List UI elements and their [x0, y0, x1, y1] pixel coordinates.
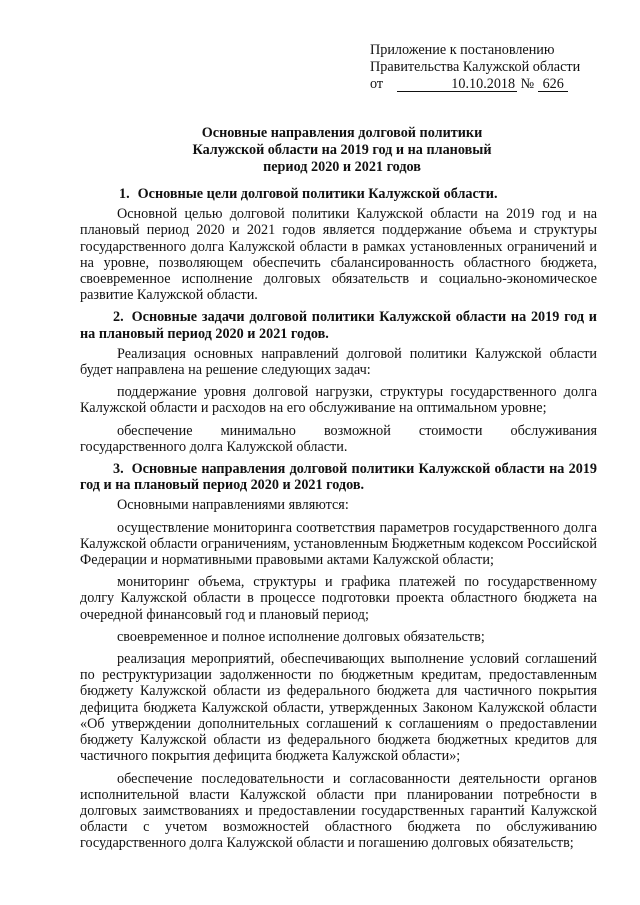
section-1-heading-text: Основные цели долговой политики Калужской области.	[137, 186, 498, 202]
section-3-paragraph-1: Основными направлениями являются:	[117, 497, 349, 514]
section-1-number: 1.	[119, 186, 130, 202]
title-line-2: Калужской области на 2019 год и на плановый	[192, 142, 492, 158]
title-line-1: Основные направления долговой политики	[201, 125, 483, 141]
appendix-block	[370, 42, 620, 93]
section-3-paragraph-6: обеспечение последовательности и согласованности деятельности органов исполнительной власти Калужской области при планировании потребности в долговых заимствованиях и предоставлении государственных гарантий Калужской области с учетом возможностей областного бюджета по обслуживанию государственного долга Калужской области и погашению долговых обязательств;	[80, 770, 597, 852]
section-3-paragraph-4: своевременное и полное исполнение долговых обязательств;	[117, 628, 485, 645]
section-3-paragraph-5: реализация мероприятий, обеспечивающих выполнение условий соглашений по реструктуризации задолженности по бюджетным кредитам, предоставленным бюджету Калужской области из федерального бюджета для частичного покрытия дефицита бюджета Калужской области, утвержденных Законом Калужской области «Об утверждении дополнительных соглашений к соглашениям о предоставлении бюджету Калужской области из федерального бюджета бюджетных кредитов для частичного покрытия дефицита бюджета Калужской области»;	[80, 651, 597, 765]
document-title	[80, 125, 604, 176]
section-3-paragraph-3: мониторинг объема, структуры и графика платежей по государственному долгу Калужской области в процессе подготовки проекта областного бюджета на очередной финансовый год и плановый период;	[80, 574, 597, 623]
section-1-paragraph-1: Основной целью долговой политики Калужской области на 2019 год и на плановый период 2020 и 2021 годов является поддержание объема и структуры государственного долга Калужской области в рамках установленных ограничений и на уровне, позволяющем обеспечить сбалансированность областного бюджета, своевременное исполнение долговых обязательств и социально-экономическое развитие Калужской области.	[80, 206, 597, 304]
section-2-paragraph-2: поддержание уровня долговой нагрузки, структуры государственного долга Калужской области и расходов на его обслуживание на оптимальном уровне;	[80, 384, 597, 417]
section-2-number: 2.	[113, 309, 124, 326]
section-1-heading	[80, 186, 597, 202]
appendix-line-2: Правительства Калужской области	[370, 59, 581, 75]
document-body	[80, 186, 597, 858]
section-2-paragraph-3: обеспечение минимально возможной стоимости обслуживания государственного долга Калужской области.	[80, 422, 597, 455]
section-3-heading-text: Основные направления долговой политики Калужской области на 2019 год и на плановый период 2020 и 2021 годов.	[80, 461, 597, 494]
section-3-number: 3.	[113, 461, 124, 478]
appendix-number: 626	[538, 77, 568, 92]
appendix-date: 10.10.2018	[397, 77, 517, 92]
section-2-heading	[80, 309, 597, 341]
section-2-paragraph-1: Реализация основных направлений долговой политики Калужской области будет направлена на решение следующих задач:	[80, 345, 597, 379]
appendix-line-1: Приложение к постановлению	[370, 42, 555, 58]
title-line-3: период 2020 и 2021 годов	[263, 159, 421, 175]
section-3-paragraph-2: осуществление мониторинга соответствия параметров государственного долга Калужской области ограничениям, установленным Бюджетным кодексом Российской Федерации и нормативными правовыми актами Калужской области;	[80, 519, 597, 569]
section-2-heading-text: Основные задачи долговой политики Калужской области на 2019 год и на плановый период 2020 и 2021 годов.	[80, 309, 597, 342]
section-3-heading	[80, 461, 597, 493]
appendix-date-number-line	[370, 76, 620, 93]
appendix-number-label: №	[520, 76, 535, 92]
appendix-from-label: от	[370, 76, 384, 92]
